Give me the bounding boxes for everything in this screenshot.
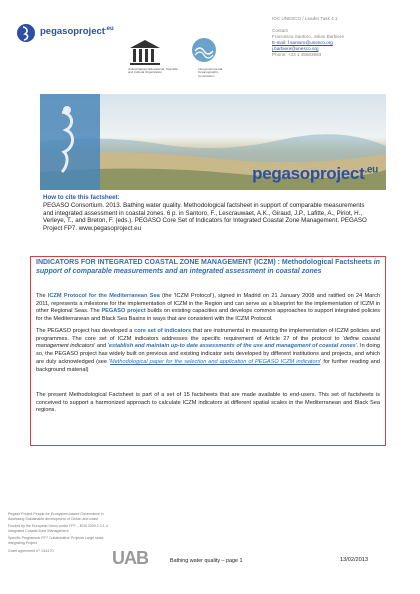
- contact-block: [272, 16, 412, 58]
- contact-names: Francesca Santoro, Julian Barbiere: [272, 34, 345, 39]
- ioc-caption: Intergovernmental Oceanographic Commission: [198, 67, 223, 78]
- footer-project-info: [8, 512, 108, 556]
- paragraph-core-set: The PEGASO project has developed a core set of indicators that are instrumental in measuring the implementation of ICZM policies and programmes. The core set of ICZM indicators addresses the specific requirement of Article 27 of the protocol to 'define coastal management indicators' and 'establish and maintain up-to date assessments of the use and management of coastal zones'. In doing so, the PEGASO project has widely built on previous and existing indicator sets developed by different institutions and projects, and which are duly acknowledged (see 'Methodological paper for the selection and application of PEGASO ICZM indicators' for further reading and background material): [36, 328, 380, 373]
- footer-programme: Specific Programme FP7 Collaborative Projects Large scale integrating Project: [8, 536, 104, 545]
- link-core-set[interactable]: core set of indicators: [134, 328, 192, 334]
- footer-grant: Grant agreement nº: 244170: [8, 548, 54, 553]
- pegaso-logo-text: pegasoproject$^{.eu}$: [40, 26, 114, 38]
- box-title: INDICATORS FOR INTEGRATED COASTAL ZONE MANAGEMENT (ICZM) : Methodological Factsheets in support of comparable measurements and an integrated assessment in coastal zones: [36, 259, 380, 275]
- contact-email-1[interactable]: E-mail: f.santoro@unesco.org: [272, 40, 333, 45]
- box-subtitle: in support of comparable measurements and an integrated assessment in coastal zones: [36, 259, 380, 275]
- footer-project: Pegaso Project People for Ecosystem-based Governance in Assessing Sustainable development of Ocean and coast: [8, 512, 104, 521]
- unesco-caption: United Nations Educational, Scientific and Cultural Organization: [128, 67, 178, 75]
- contact-heading: Contact: [272, 28, 288, 33]
- link-iczm-protocol[interactable]: ICZM Protocol for the Mediterranean Sea: [47, 293, 160, 299]
- banner-wordmark: pegasoproject$^{.eu}$: [252, 164, 378, 183]
- link-methodological-paper[interactable]: Methodological paper for the selection and application of PEGASO ICZM indicators: [110, 358, 321, 365]
- unesco-logo: [128, 38, 162, 70]
- contact-phone: Phone: +33 1 45683983: [272, 52, 322, 57]
- page-label: Bathing water quality – page 1: [170, 558, 243, 564]
- contact-email-2[interactable]: j.barbiere@unesco.org: [272, 46, 319, 51]
- banner-photo: [40, 94, 386, 190]
- cite-body: PEGASO Consortium. 2013. Bathing water quality. Methodological factsheet in support of comparable measurements and integrated assessment in coastal zones. 6 p. in Santoro, F., Lescrauwaet, A.K., Giraud, J.P., Lafitte, A., Piriot, H., Verleye, T., and Breton, F. (eds.). PEGASO Core Set of Indicators for Integrated Coastal Zone Management. PEGASO Project FP7. www.pegasoproject.eu: [43, 202, 367, 232]
- paragraph-protocol: The ICZM Protocol for the Mediterranean Sea (the 'ICZM Protocol'), signed in Madrid on 21 January 2008 and ratified on 24 March 2011, represents a milestone for the implementation of ICZM in the Region and can serve as a blueprint for the implementation of ICZM in other Regional Seas. The PEGASO project builds on existing capacities and develops common approaches to support integrated policies for the Mediterranean and Black Sea Basins in ways that are consistent with the ICZM Protocol.: [36, 293, 381, 323]
- contact-leader: IOC UNESCO / Leader Task 4.1: [272, 16, 338, 21]
- ioc-logo: [190, 36, 218, 64]
- uab-logo: UAB: [112, 548, 148, 568]
- link-pegaso-project[interactable]: PEGASO project: [101, 308, 146, 315]
- paragraph-factsheet-set: The present Methodological Factsheet is part of a set of 15 factsheets that are made available to end-users. This set of factsheets is conceived to support a harmonized approach to calculate ICZM indicators at different spatial scales in the Mediterranean and Black Sea regions.: [36, 392, 380, 414]
- footer-funding: Funded by the European Union under FP7 – ENV.2009.2.2.1.4 Integrated Coastal Zone Management: [8, 524, 108, 533]
- cite-heading: How to cite this factsheet:: [43, 194, 120, 201]
- footer-date: 13/02/2013: [340, 557, 368, 563]
